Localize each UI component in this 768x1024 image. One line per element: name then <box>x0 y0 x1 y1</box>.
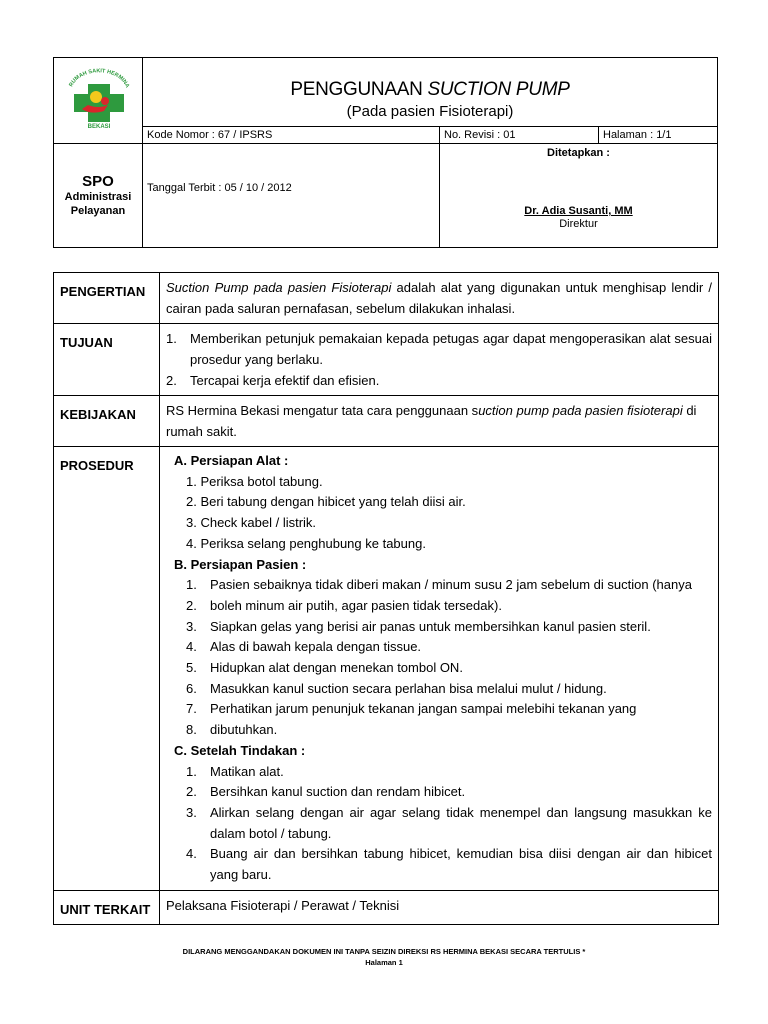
list-item: 2. boleh minum air putih, agar pasien tidak tersedak). <box>186 597 502 613</box>
list-item: 1. Pasien sebaiknya tidak diberi makan / minum susu 2 jam sebelum di suction (hanya <box>186 577 692 593</box>
list-item: 4. Alas di bawah kepala dengan tissue. <box>186 639 422 655</box>
ditetapkan-cell <box>440 144 718 248</box>
list-item: 1. Matikan alat. <box>186 763 284 779</box>
unit-terkait-content: Pelaksana Fisioterapi / Perawat / Teknisi <box>160 890 719 924</box>
section-b-heading: B. Persiapan Pasien : <box>174 556 307 572</box>
ditetapkan-label: Ditetapkan : <box>547 147 610 159</box>
section-a-heading: A. Persiapan Alat : <box>174 453 289 468</box>
halaman: Halaman : 1/1 <box>599 127 718 144</box>
signer-title: Direktur <box>559 218 598 230</box>
no-revisi: No. Revisi : 01 <box>440 127 599 144</box>
list-item: 3. Siapkan gelas yang berisi air panas untuk membersihkan kanul pasien steril. <box>186 618 651 634</box>
pengertian-label: PENGERTIAN <box>54 273 160 324</box>
prosedur-label: PROSEDUR <box>54 447 160 891</box>
pengertian-content: Suction Pump pada pasien Fisioterapi adalah alat yang digunakan untuk menghisap lendir / cairan pada saluran pernafasan, sebelum dilakukan inhalasi. <box>160 273 719 324</box>
spo-sub1: Administrasi <box>64 191 132 203</box>
hospital-logo-icon <box>58 65 138 131</box>
procedure-table <box>53 272 719 925</box>
hospital-logo-cell <box>54 58 143 144</box>
section-c-heading: C. Setelah Tindakan : <box>174 742 306 758</box>
logo-text-bottom: BEKASI <box>87 124 111 130</box>
prosedur-content <box>160 447 719 891</box>
kebijakan-content: RS Hermina Bekasi mengatur tata cara penggunaan suction pump pada pasien fisioterapi di rumah sakit. <box>160 396 719 447</box>
page-footer <box>0 946 768 968</box>
kebijakan-label: KEBIJAKAN <box>54 396 160 447</box>
list-item: 3. Check kabel / listrik. <box>186 515 317 531</box>
document-header <box>53 57 718 248</box>
list-item: 8. dibutuhkan. <box>186 722 278 738</box>
list-item: 6. Masukkan kanul suction secara perlahan bisa melalui mulut / hidung. <box>186 680 607 696</box>
document-subtitle: (Pada pasien Fisioterapi) <box>346 103 514 120</box>
footer-warning: DILARANG MENGGANDAKAN DOKUMEN INI TANPA SEIZIN DIREKSI RS HERMINA BEKASI SECARA TERTULIS * <box>182 947 586 956</box>
list-item: 2. Tercapai kerja efektif dan efisien. <box>166 373 380 388</box>
title-cell <box>143 58 718 127</box>
list-item: 4. Periksa selang penghubung ke tabung. <box>186 535 426 551</box>
spo-label: SPO <box>82 173 114 190</box>
list-item: 1. Memberikan petunjuk pemakaian kepada petugas agar dapat mengoperasikan alat sesuai prosedur yang berlaku. <box>166 331 712 367</box>
signer-name: Dr. Adia Susanti, MM <box>524 205 633 217</box>
kode-nomor: Kode Nomor : 67 / IPSRS <box>143 127 440 144</box>
list-item: 3. Alirkan selang dengan air agar selang tidak menempel dan langsung masukkan ke dalam botol / tabung. <box>186 804 712 841</box>
list-item: 4. Buang air dan bersihkan tabung hibicet, kemudian bisa diisi dengan air dan hibicet yang baru. <box>186 846 712 883</box>
tujuan-content <box>160 324 719 396</box>
list-item: 1. Periksa botol tabung. <box>186 473 323 489</box>
list-item: 2. Beri tabung dengan hibicet yang telah diisi air. <box>186 494 466 510</box>
list-item: 2. Bersihkan kanul suction dan rendam hibicet. <box>186 784 466 800</box>
tujuan-label: TUJUAN <box>54 324 160 396</box>
logo-text-top: RUMAH SAKIT HERMINA <box>68 68 131 89</box>
list-item: 5. Hidupkan alat dengan menekan tombol ON. <box>186 660 463 676</box>
spo-sub2: Pelayanan <box>70 205 126 217</box>
tanggal-terbit: Tanggal Terbit : 05 / 10 / 2012 <box>143 144 440 248</box>
spo-cell <box>54 144 143 248</box>
footer-page-number: Halaman 1 <box>365 958 403 967</box>
list-item: 7. Perhatikan jarum penunjuk tekanan jangan sampai melebihi tekanan yang <box>186 701 637 717</box>
unit-terkait-label: UNIT TERKAIT <box>54 890 160 924</box>
document-title: PENGGUNAAN SUCTION PUMP <box>290 79 570 100</box>
